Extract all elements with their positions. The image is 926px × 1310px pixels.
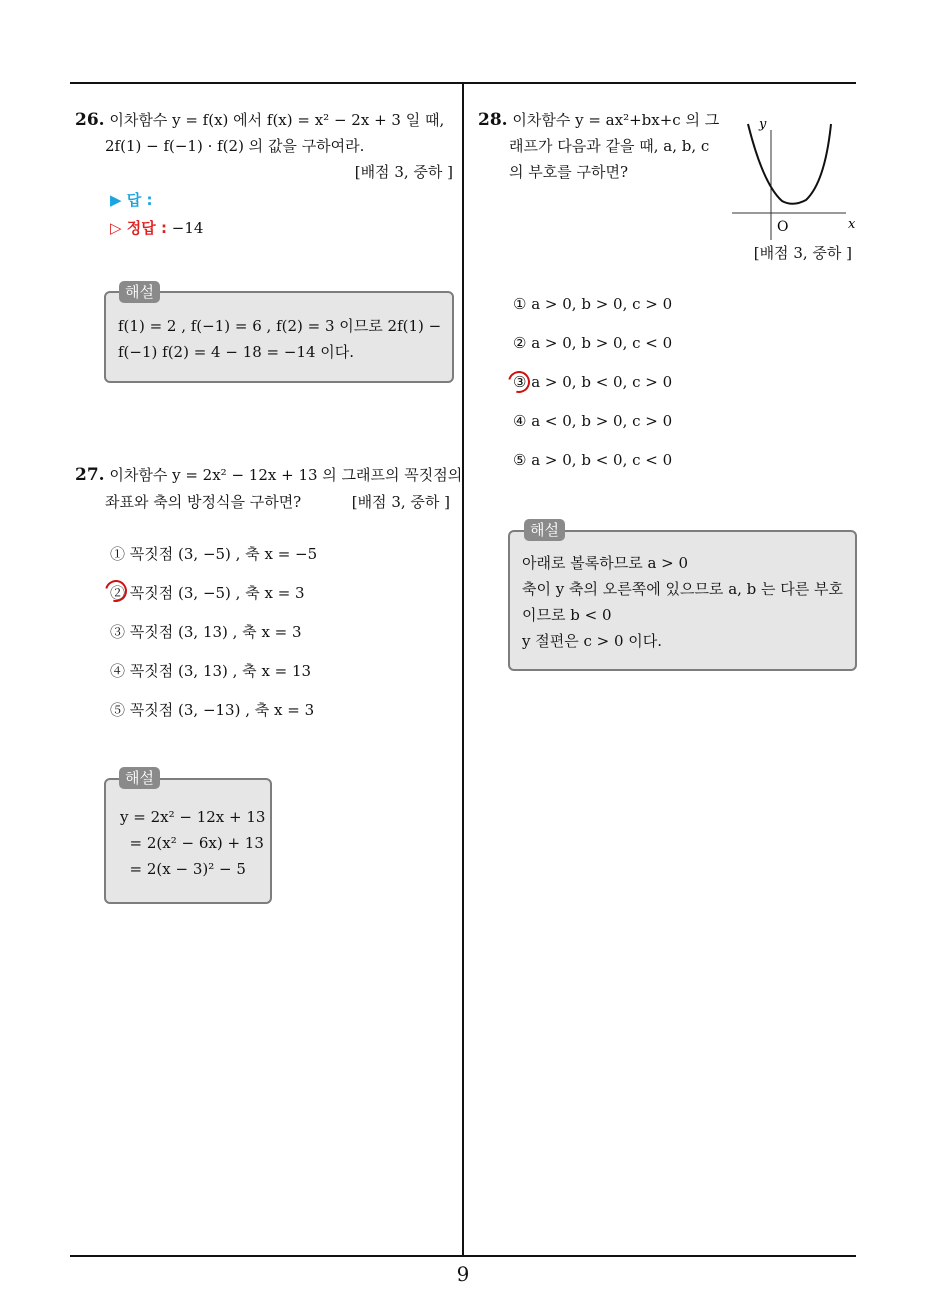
q26-solution-line2: f(−1) f(2) = 4 − 18 = −14 이다.: [118, 343, 355, 361]
q27-option-1[interactable]: ① 꼭짓점 (3, −5) , 축 x = −5: [110, 545, 318, 563]
q26-answer-label: ▶ 답 :: [110, 191, 153, 209]
q28-question: [478, 110, 719, 130]
q27-solution-line2: = 2(x² − 6x) + 13: [120, 834, 264, 852]
q26-correct-label: ▷ 정답 :: [110, 219, 167, 237]
page-number: 9: [456, 1262, 470, 1286]
q27-solution-tag: 해설: [119, 767, 160, 789]
q28-option-5[interactable]: ⑤ a > 0, b < 0, c < 0: [513, 451, 673, 469]
q28-line2: 래프가 다음과 같을 때, a, b, c: [509, 137, 710, 155]
q28-solution-box: [508, 530, 857, 671]
q28-parabola-graph: [728, 112, 862, 242]
q28-option-4[interactable]: ④ a < 0, b > 0, c > 0: [513, 412, 673, 430]
q27-line1: 이차함수 y = 2x² − 12x + 13 의 그래프의 꼭짓점의: [109, 466, 463, 484]
q28-solution-line3: 이므로 b < 0: [522, 606, 612, 624]
q27-option-3[interactable]: ③ 꼭짓점 (3, 13) , 축 x = 3: [110, 623, 302, 641]
q27-option-5[interactable]: ⑤ 꼭짓점 (3, −13) , 축 x = 3: [110, 701, 315, 719]
q26-score: [배점 3, 중하 ]: [354, 163, 453, 181]
q26-correct-value: −14: [171, 219, 204, 237]
q26-question: [75, 110, 444, 130]
graph-y-label: y: [759, 117, 767, 132]
q27-question: [75, 465, 462, 485]
q28-solution-tag: 해설: [524, 519, 565, 541]
q27-solution-line1: y = 2x² − 12x + 13: [120, 808, 266, 826]
q28-selected-mark: [504, 367, 534, 397]
q28-number: 28.: [478, 110, 508, 130]
q27-score: [배점 3, 중하 ]: [351, 493, 450, 511]
q26-number: 26.: [75, 110, 105, 130]
q26-solution-tag: 해설: [119, 281, 160, 303]
q27-line2: 좌표와 축의 방정식을 구하면?: [105, 493, 302, 511]
q27-option-4[interactable]: ④ 꼭짓점 (3, 13) , 축 x = 13: [110, 662, 312, 680]
q28-solution-line2: 축이 y 축의 오른쪽에 있으므로 a, b 는 다른 부호: [522, 580, 844, 598]
q28-option-2[interactable]: ② a > 0, b > 0, c < 0: [513, 334, 673, 352]
column-divider: [462, 82, 464, 1257]
graph-x-label: x: [848, 217, 856, 232]
q28-option-3[interactable]: ③ a > 0, b < 0, c > 0: [513, 373, 673, 391]
graph-parabola: [748, 124, 831, 204]
q26-solution-line1: f(1) = 2 , f(−1) = 6 , f(2) = 3 이므로 2f(1) −: [118, 317, 442, 335]
q26-correct-row: [110, 218, 203, 238]
q27-option-2[interactable]: ② 꼭짓점 (3, −5) , 축 x = 3: [110, 584, 305, 602]
q28-line1: 이차함수 y = ax²+bx+c 의 그: [512, 111, 720, 129]
graph-origin-label: O: [777, 219, 789, 235]
q26-solution-box: [104, 291, 454, 383]
q27-number: 27.: [75, 465, 105, 485]
q26-line1: 이차함수 y = f(x) 에서 f(x) = x² − 2x + 3 일 때,: [109, 111, 445, 129]
q27-solution-box: [104, 778, 272, 904]
q27-solution-line3: = 2(x − 3)² − 5: [120, 860, 246, 878]
bottom-rule: [70, 1255, 856, 1257]
q26-line2: 2f(1) − f(−1) · f(2) 의 값을 구하여라.: [105, 137, 365, 155]
q28-score: [배점 3, 중하 ]: [753, 244, 852, 262]
q28-line3: 의 부호를 구하면?: [509, 163, 629, 181]
q28-solution-line4: y 절편은 c > 0 이다.: [522, 632, 663, 650]
q28-option-1[interactable]: ① a > 0, b > 0, c > 0: [513, 295, 673, 313]
q28-solution-line1: 아래로 볼록하므로 a > 0: [522, 554, 689, 572]
